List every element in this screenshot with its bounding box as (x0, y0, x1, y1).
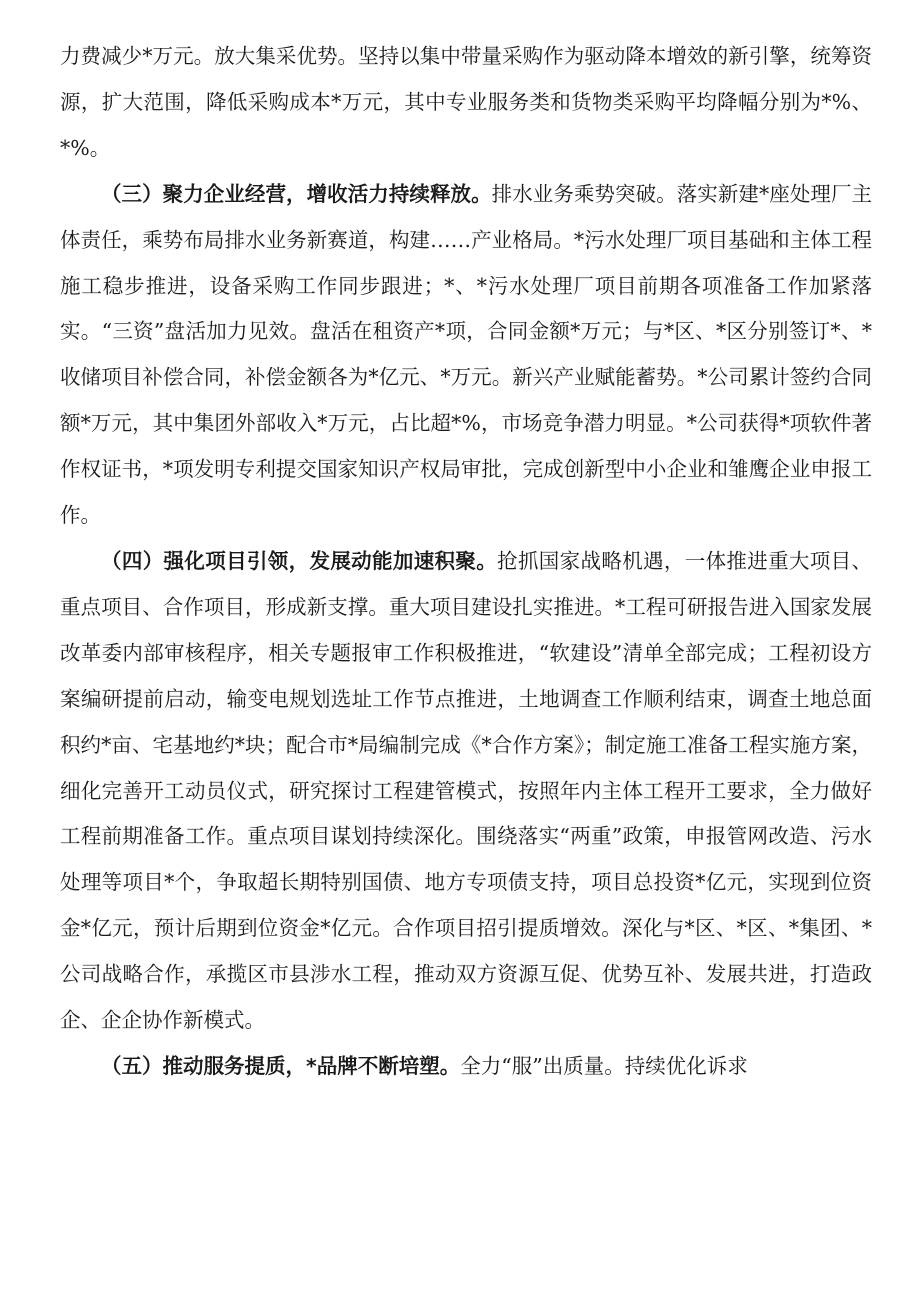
paragraph-heading: （五）推动服务提质，*品牌不断培塑。 (101, 1053, 461, 1078)
paragraph-text: 排水业务乘势突破。落实新建*座处理厂主体责任，乘势布局排水业务新赛道，构建……产业格局。*污水处理厂项目基础和主体工程施工稳步推进，设备采购工作同步跟进；*、*污水处理厂项目前期各项准备工作加紧落实。“三资”盘活加力见效。盘活在租资产*项，合同金额*万元；与*区、*区分别签订*、*收储项目补偿合同，补偿金额各为*亿元、*万元。新兴产业赋能蓄势。*公司累计签约合同额*万元，其中集团外部收入*万元，占比超*%，市场竞争潜力明显。*公司获得*项软件著作权证书，*项发明专利提交国家知识产权局审批，完成创新型中小企业和雏鹰企业申报工作。 (60, 181, 872, 528)
paragraph-heading: （四）强化项目引领，发展动能加速积聚。 (101, 548, 498, 573)
paragraph-procurement (60, 34, 872, 172)
paragraph-text: 抢抓国家战略机遇，一体推进重大项目、重点项目、合作项目，形成新支撑。重大项目建设扎实推进。*工程可研报告进入国家发展改革委内部审核程序，相关专题报审工作积极推进，“软建设”清单全部完成；工程初设方案编研提前启动，输变电规划选址工作节点推进，土地调查工作顺利结束，调查土地总面积约*亩、宅基地约*块；配合市*局编制完成《*合作方案》；制定施工准备工程实施方案，细化完善开工动员仪式，研究探讨工程建管模式，按照年内主体工程开工要求，全力做好工程前期准备工作。重点项目谋划持续深化。围绕落实“两重”政策，申报管网改造、污水处理等项目*个，争取超长期特别国债、地方专项债支持，项目总投资*亿元，实现到位资金*亿元，预计后期到位资金*亿元。合作项目招引提质增效。深化与*区、*区、*集团、*公司战略合作，承揽区市县涉水工程，推动双方资源互促、优势互补、发展共进，打造政企、企企协作新模式。 (60, 548, 873, 1033)
paragraph-enterprise-operation (60, 172, 872, 539)
document-body (60, 34, 872, 1090)
paragraph-service-quality (60, 1044, 872, 1090)
paragraph-text: 力费减少*万元。放大集采优势。坚持以集中带量采购作为驱动降本增效的新引擎，统筹资源，扩大范围，降低采购成本*万元，其中专业服务类和货物类采购平均降幅分别为*%、*%。 (60, 44, 872, 160)
paragraph-heading: （三）聚力企业经营，增收活力持续释放。 (101, 181, 492, 206)
paragraph-text: 全力“服”出质量。持续优化诉求 (460, 1053, 748, 1078)
paragraph-project-leadership (60, 539, 872, 1044)
